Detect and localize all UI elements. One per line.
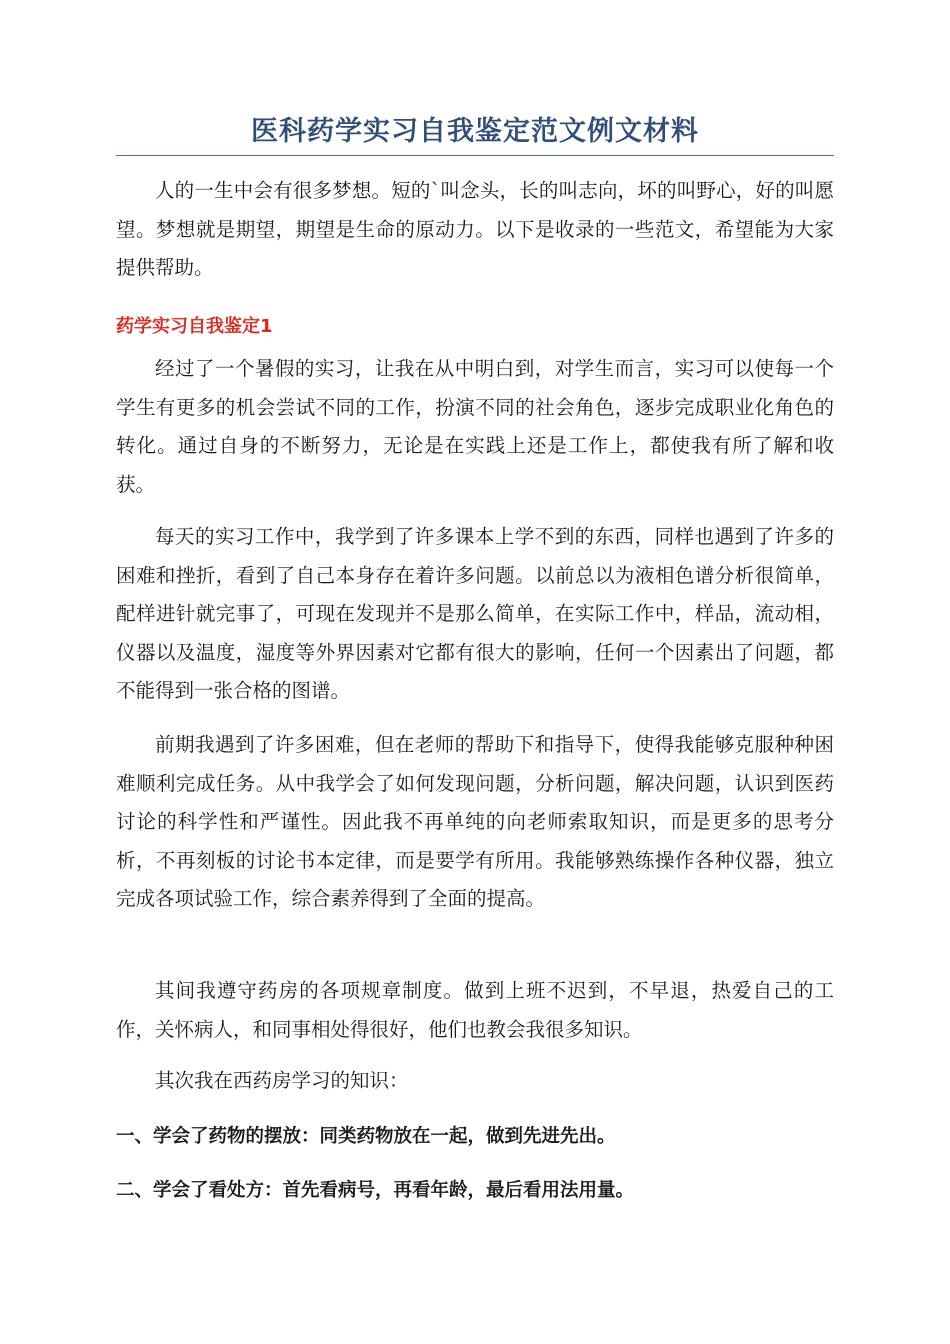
body-paragraph-1: 经过了一个暑假的实习，让我在从中明白到，对学生而言，实习可以使每一个学生有更多的机会尝试不同的工作，扮演不同的社会角色，逐步完成职业化角色的转化。通过自身的不断努力，无论是在实践上还是工作上，都使我有所了解和收获。 xyxy=(116,357,834,496)
document-title: 医科药学实习自我鉴定范文例文材料 xyxy=(251,116,699,147)
section-heading: 药学实习自我鉴定1 xyxy=(116,316,273,337)
body-paragraph-3: 前期我遇到了许多困难，但在老师的帮助下和指导下，使得我能够克服种种困难顺利完成任务。从中我学会了如何发现问题，分析问题，解决问题，认识到医药讨论的科学性和严谨性。因此我不再单纯的向老师索取知识，而是更多的思考分析，不再刻板的讨论书本定律，而是要学有所用。我能够熟练操作各种仪器，独立完成各项试验工作，综合素养得到了全面的提高。 xyxy=(116,733,834,910)
bold-list-item-1: 一、学会了药物的摆放：同类药物放在一起，做到先进先出。 xyxy=(116,1126,616,1147)
body-paragraph-4: 其间我遵守药房的各项规章制度。做到上班不迟到，不早退，热爱自己的工作，关怀病人，和同事相处得很好，他们也教会我很多知识。 xyxy=(116,979,834,1041)
title-underline xyxy=(116,155,834,156)
body-paragraph-5: 其次我在西药房学习的知识： xyxy=(155,1069,409,1092)
body-paragraph-2: 每天的实习工作中，我学到了许多课本上学不到的东西，同样也遇到了许多的困难和挫折，看到了自己本身存在着许多问题。以前总以为液相色谱分析很简单，配样进针就完事了，可现在发现并不是那么简单，在实际工作中，样品，流动相，仪器以及温度，湿度等外界因素对它都有很大的影响，任何一个因素出了问题，都不能得到一张合格的图谱。 xyxy=(116,525,834,702)
intro-paragraph: 人的一生中会有很多梦想。短的`叫念头，长的叫志向，坏的叫野心，好的叫愿望。梦想就是期望，期望是生命的原动力。以下是收录的一些范文，希望能为大家提供帮助。 xyxy=(116,179,834,279)
bold-list-item-2: 二、学会了看处方：首先看病号，再看年龄，最后看用法用量。 xyxy=(116,1180,635,1201)
